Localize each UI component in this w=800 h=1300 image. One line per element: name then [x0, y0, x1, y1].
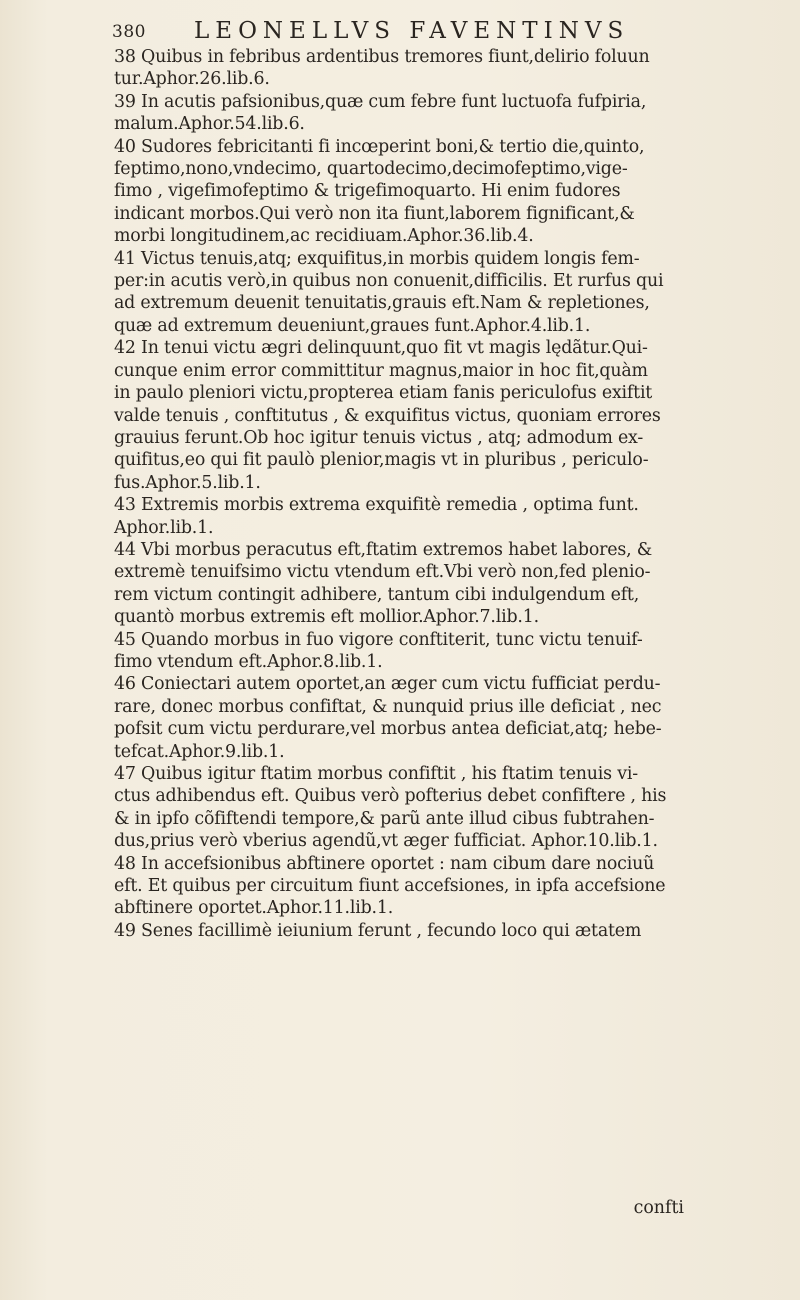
text-line: tefcat.Aphor.9.lib.1.: [114, 741, 285, 762]
text-line: cunque enim error committitur magnus,maior in hoc fit,quàm: [114, 360, 648, 381]
text-line: 44 Vbi morbus peracutus eft,ftatim extremos habet labores, &: [114, 539, 653, 560]
aphorism-paragraph: [114, 136, 684, 248]
aphorism-paragraph: [114, 920, 684, 942]
aphorism-paragraph: [114, 494, 684, 539]
text-line: malum.Aphor.54.lib.6.: [114, 114, 305, 135]
text-line: 45 Quando morbus in fuo vigore conftiterit, tunc victu tenuif-: [114, 629, 643, 650]
text-line: quifitus,eo qui fit paulò plenior,magis vt in pluribus , periculo-: [114, 450, 649, 471]
text-body: [114, 46, 684, 942]
page-number: 380: [112, 22, 146, 42]
text-line: 46 Coniectari autem oportet,an æger cum victu fufficiat perdu-: [114, 674, 661, 695]
aphorism-paragraph: [114, 248, 684, 338]
aphorism-paragraph: [114, 337, 684, 494]
aphorism-paragraph: [114, 853, 684, 920]
text-line: 47 Quibus igitur ftatim morbus confiftit , his ftatim tenuis vi-: [114, 764, 638, 784]
text-line: grauius ferunt.Ob hoc igitur tenuis victus , atq; admodum ex-: [114, 427, 644, 448]
text-line: Aphor.lib.1.: [114, 517, 214, 538]
text-line: valde tenuis , conftitutus , & exquifitus victus, quoniam errores: [114, 405, 661, 426]
text-line: in paulo pleniori victu,propterea etiam fanis periculofus exiftit: [114, 383, 653, 404]
text-line: & in ipfo cõfiftendi tempore,& parũ ante illud cibus fubtrahen-: [114, 808, 655, 829]
text-line: fimo vtendum eft.Aphor.8.lib.1.: [114, 651, 383, 672]
text-line: quantò morbus extremis eft mollior.Aphor.7.lib.1.: [114, 607, 539, 628]
text-line: 40 Sudores febricitanti fi incœperint boni,& tertio die,quinto,: [114, 136, 645, 157]
aphorism-paragraph: [114, 763, 684, 853]
text-line: rem victum contingit adhibere, tantum cibi indulgendum eft,: [114, 584, 640, 605]
text-line: 48 In accefsionibus abftinere oportet : nam cibum dare nociuũ: [114, 853, 655, 874]
text-line: 42 In tenui victu ægri delinquunt,quo fit vt magis lędãtur.Qui-: [114, 338, 648, 359]
text-line: fimo , vigefimofeptimo & trigefimoquarto. Hi enim fudores: [114, 181, 621, 202]
text-line: feptimo,nono,vndecimo, quartodecimo,decimofeptimo,vige-: [114, 159, 628, 180]
text-line: ctus adhibendus eft. Quibus verò pofterius debet confiftere , his: [114, 786, 667, 807]
aphorism-paragraph: [114, 539, 684, 629]
text-line: indicant morbos.Qui verò non ita fiunt,laborem fignificant,&: [114, 203, 635, 224]
text-line: eft. Et quibus per circuitum fiunt accefsiones, in ipfa accefsione: [114, 876, 666, 897]
aphorism-paragraph: [114, 673, 684, 763]
text-line: 39 In acutis pafsionibus,quæ cum febre funt luctuofa fufpiria,: [114, 91, 647, 112]
text-line: extremè tenuifsimo victu vtendum eft.Vbi verò non,fed plenio-: [114, 562, 651, 583]
text-line: fus.Aphor.5.lib.1.: [114, 472, 261, 493]
text-line: 41 Victus tenuis,atq; exquifitus,in morbis quidem longis fem-: [114, 248, 640, 269]
text-line: morbi longitudinem,ac recidiuam.Aphor.36.lib.4.: [114, 226, 534, 247]
text-line: 43 Extremis morbis extrema exquifitè remedia , optima funt.: [114, 495, 639, 516]
text-line: per:in acutis verò,in quibus non conuenit,difficilis. Et rurfus qui: [114, 271, 664, 292]
aphorism-paragraph: [114, 629, 684, 674]
text-line: quæ ad extremum deueniunt,graues funt.Aphor.4.lib.1.: [114, 315, 591, 336]
text-line: 38 Quibus in febribus ardentibus tremores fiunt,delirio foluun: [114, 47, 650, 67]
text-line: ad extremum deuenit tenuitatis,grauis eft.Nam & repletiones,: [114, 293, 650, 314]
text-line: rare, donec morbus confiftat, & nunquid prius ille deficiat , nec: [114, 696, 662, 717]
running-head: LEONELLVS FAVENTINVS: [194, 18, 630, 44]
text-line: abftinere oportet.Aphor.11.lib.1.: [114, 898, 394, 919]
text-line: 49 Senes facillimè ieiunium ferunt , fecundo loco qui ætatem: [114, 920, 642, 941]
catchword: confti: [633, 1198, 684, 1218]
text-line: dus,prius verò vberius agendũ,vt æger fufficiat. Aphor.10.lib.1.: [114, 831, 658, 852]
aphorism-paragraph: [114, 46, 684, 91]
text-line: pofsit cum victu perdurare,vel morbus antea deficiat,atq; hebe-: [114, 719, 662, 740]
aphorism-paragraph: [114, 91, 684, 136]
text-line: tur.Aphor.26.lib.6.: [114, 69, 270, 90]
